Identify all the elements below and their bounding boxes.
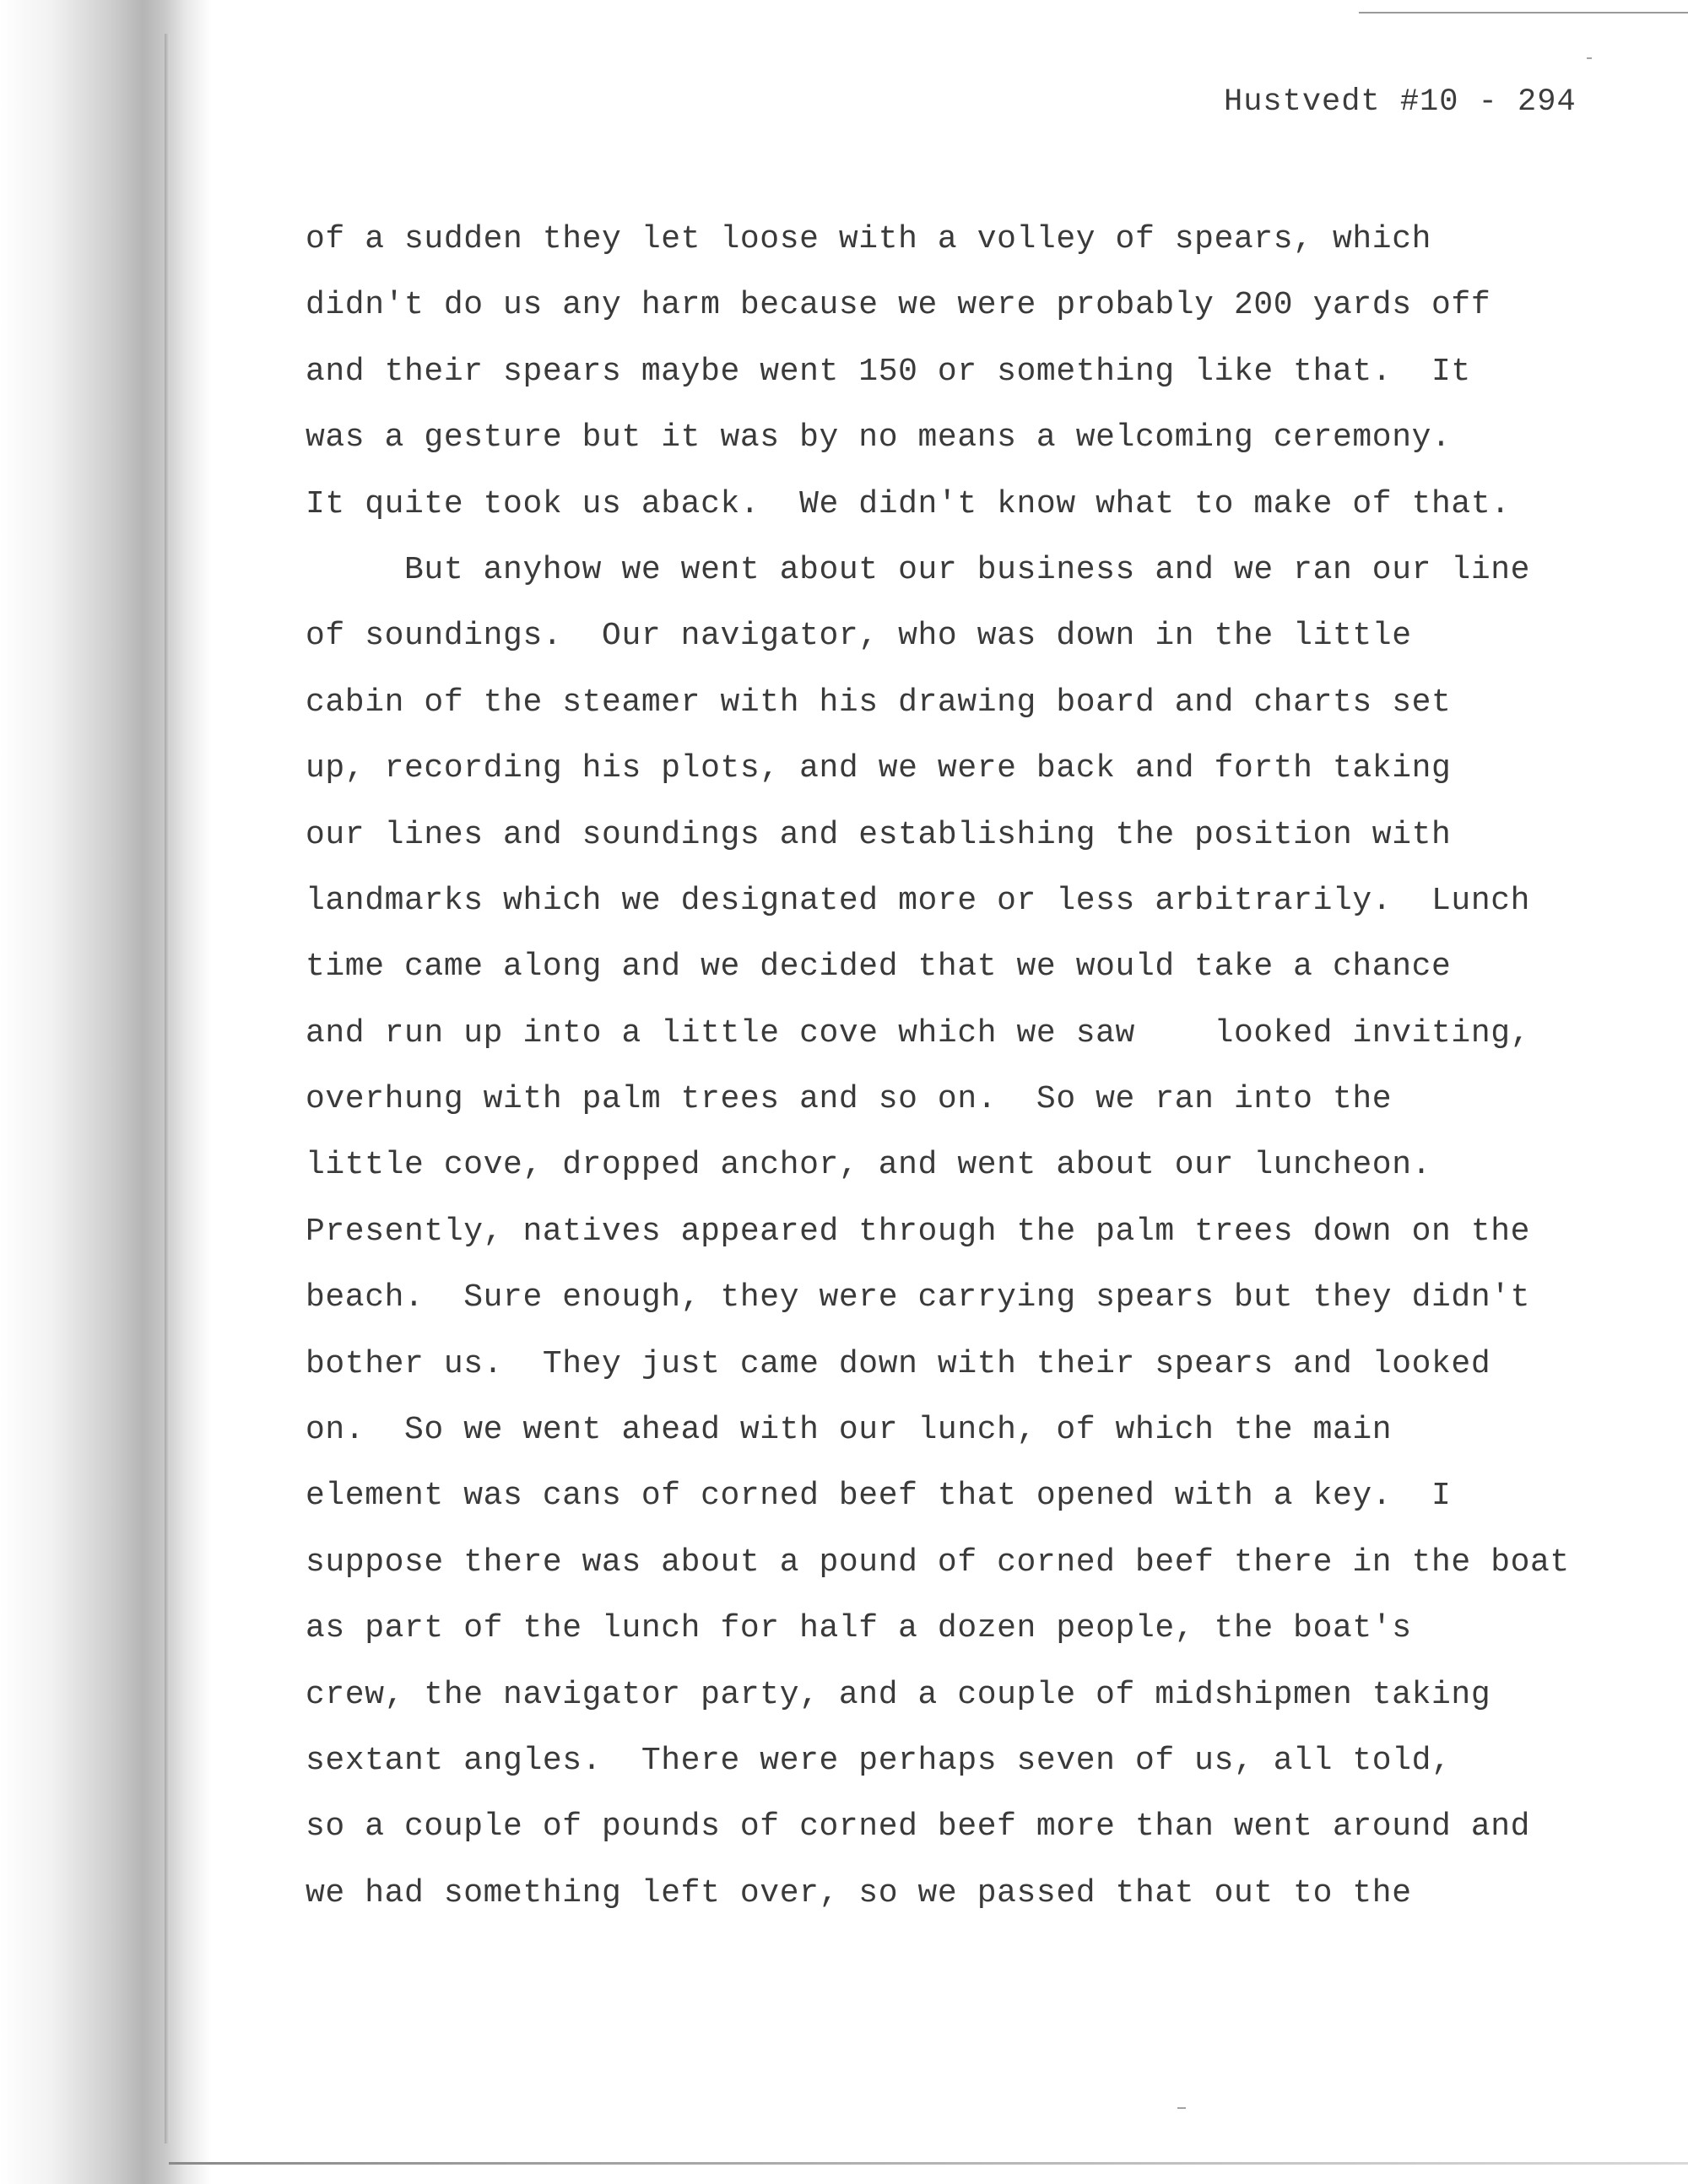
bottom-page-edge <box>169 2162 1688 2165</box>
text-line: sextant angles. There were perhaps seven of us, all told, <box>306 1742 1452 1779</box>
text-line: landmarks which we designated more or less arbitrarily. Lunch <box>306 882 1531 919</box>
binding-shadow <box>0 0 211 2184</box>
scan-speck <box>1587 57 1592 59</box>
text-line: It quite took us aback. We didn't know what to make of that. <box>306 485 1511 522</box>
text-line: on. So we went ahead with our lunch, of which the main <box>306 1412 1393 1449</box>
text-line: crew, the navigator party, and a couple of midshipmen taking <box>306 1676 1491 1713</box>
text-line: cabin of the steamer with his drawing board and charts set <box>306 684 1452 721</box>
text-line: and their spears maybe went 150 or something like that. It <box>306 353 1471 390</box>
text-line: element was cans of corned beef that opened with a key. I <box>306 1478 1452 1515</box>
binding-crease <box>165 34 170 2143</box>
text-line: as part of the lunch for half a dozen people, the boat's <box>306 1610 1412 1647</box>
text-line: Presently, natives appeared through the palm trees down on the <box>306 1213 1531 1250</box>
text-line: overhung with palm trees and so on. So we ran into the <box>306 1081 1393 1118</box>
text-line: suppose there was about a pound of corned beef there in the boat <box>306 1543 1570 1581</box>
page-header: Hustvedt #10 - 294 <box>1224 84 1577 120</box>
text-line: of soundings. Our navigator, who was down in the little <box>306 618 1412 655</box>
text-line: was a gesture but it was by no means a welcoming ceremony. <box>306 419 1452 457</box>
text-line: bother us. They just came down with their spears and looked <box>306 1345 1491 1382</box>
text-line: little cove, dropped anchor, and went about our luncheon. <box>306 1147 1432 1184</box>
top-edge-rule <box>1359 12 1688 14</box>
text-line: our lines and soundings and establishing the position with <box>306 816 1452 853</box>
text-line: beach. Sure enough, they were carrying spears but they didn't <box>306 1279 1531 1316</box>
scan-speck <box>1177 2107 1186 2109</box>
text-line: of a sudden they let loose with a volley of spears, which <box>306 221 1432 257</box>
text-line: so a couple of pounds of corned beef more than went around and <box>306 1808 1531 1846</box>
text-line: But anyhow we went about our business and we ran our line <box>306 551 1531 588</box>
text-line: and run up into a little cove which we saw looked inviting, <box>306 1014 1531 1051</box>
transcript-body <box>306 207 1647 1927</box>
text-line: didn't do us any harm because we were probably 200 yards off <box>306 287 1491 324</box>
text-line: we had something left over, so we passed that out to the <box>306 1874 1412 1911</box>
text-line: time came along and we decided that we would take a chance <box>306 949 1452 986</box>
text-line: up, recording his plots, and we were back and forth taking <box>306 750 1452 787</box>
